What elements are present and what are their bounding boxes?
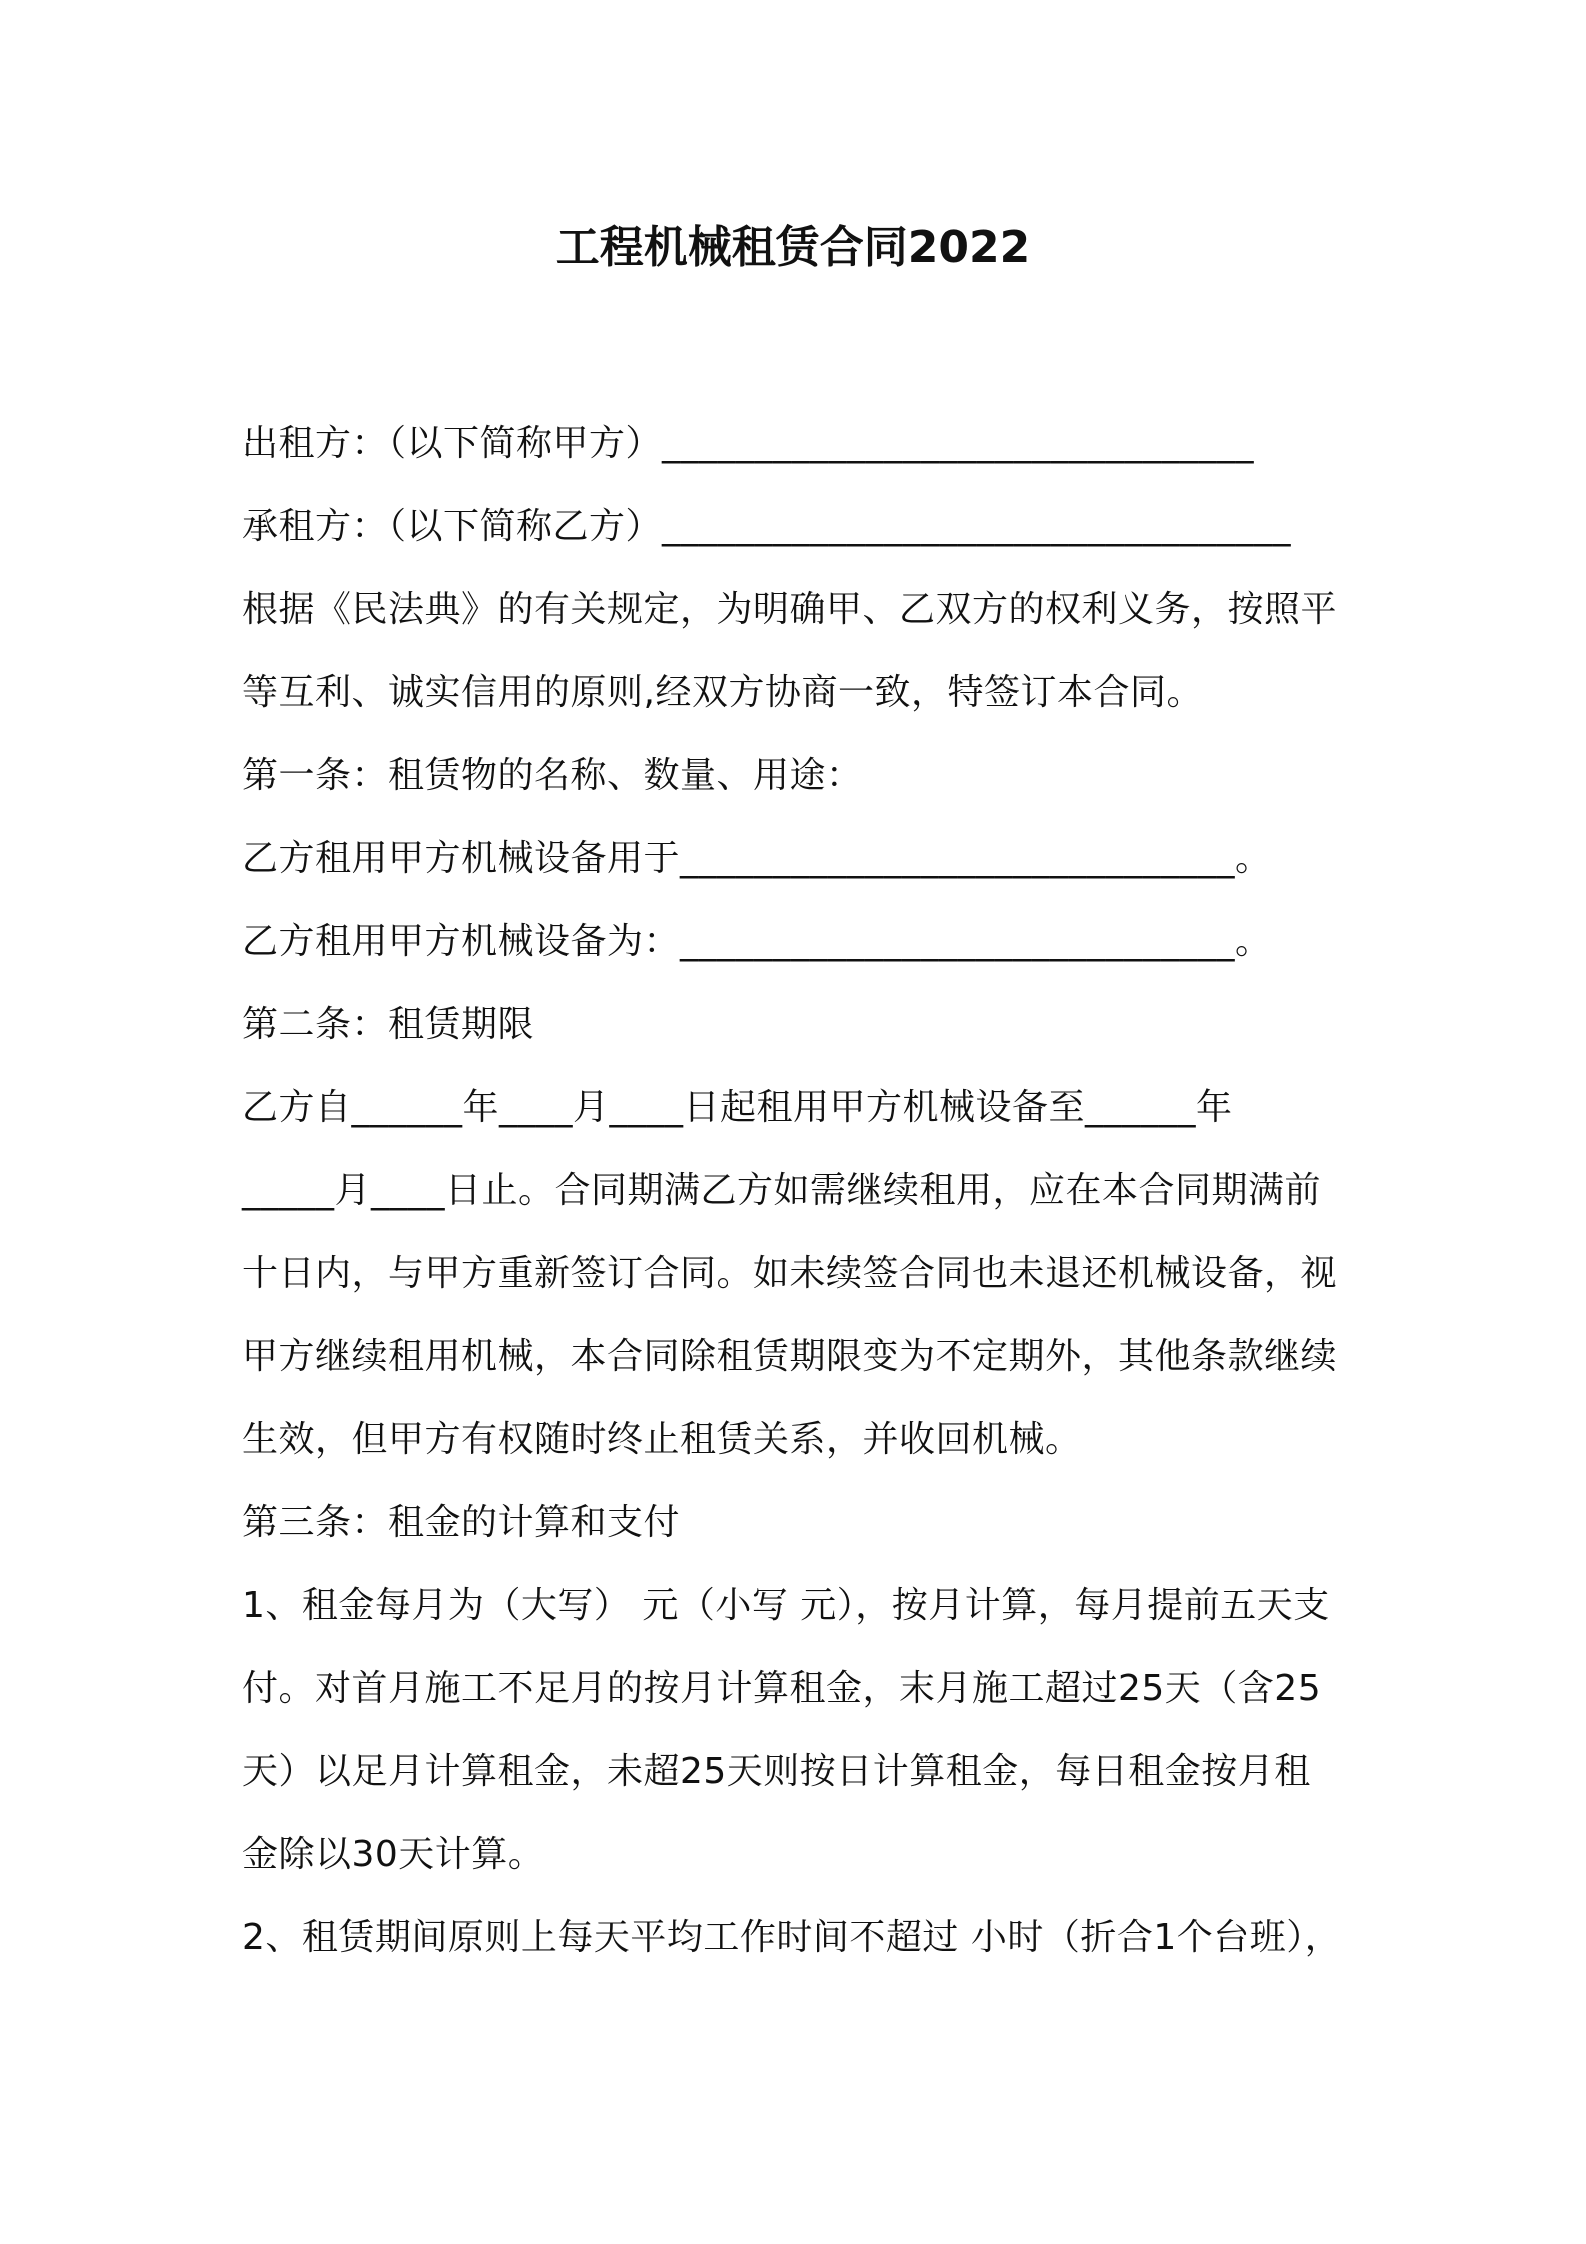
preamble-line-1: 根据《民法典》的有关规定，为明确甲、乙双方的权利义务，按照平 xyxy=(242,589,1338,630)
article-2-line-2: _____月____日止。合同期满乙方如需继续租用，应在本合同期满前 xyxy=(242,1170,1322,1211)
article-3-item-2-line-1: 2、租赁期间原则上每天平均工作时间不超过 小时（折合1个台班）， xyxy=(242,1917,1342,1958)
article-3-item-1-line-1: 1、租金每月为（大写） 元（小写 元），按月计算，每月提前五天支 xyxy=(242,1585,1330,1626)
lessee-line: 承租方：（以下简称乙方）__________________________________ xyxy=(242,506,1292,547)
article-3-heading: 第三条：租金的计算和支付 xyxy=(242,1502,681,1543)
article-2-line-4: 甲方继续租用机械，本合同除租赁期限变为不定期外，其他条款继续 xyxy=(242,1336,1338,1377)
article-1-usage-line: 乙方租用甲方机械设备用于______________________________。 xyxy=(242,838,1272,879)
preamble-line-2: 等互利、诚实信用的原则,经双方协商一致，特签订本合同。 xyxy=(242,672,1203,713)
document-title: 工程机械租赁合同2022 xyxy=(555,222,1031,273)
article-1-heading: 第一条：租赁物的名称、数量、用途： xyxy=(242,755,863,796)
article-3-item-1-line-2: 付。对首月施工不足月的按月计算租金，末月施工超过25天（含25 xyxy=(242,1668,1322,1709)
article-3-item-1-line-4: 金除以30天计算。 xyxy=(242,1834,545,1875)
article-2-heading: 第二条：租赁期限 xyxy=(242,1004,535,1045)
article-2-line-3: 十日内，与甲方重新签订合同。如未续签合同也未退还机械设备，视 xyxy=(242,1253,1338,1294)
lessor-line: 出租方：（以下简称甲方）________________________________ xyxy=(242,423,1255,464)
article-1-equipment-line: 乙方租用甲方机械设备为：______________________________。 xyxy=(242,921,1272,962)
article-3-item-1-line-3: 天）以足月计算租金，未超25天则按日计算租金，每日租金按月租 xyxy=(242,1751,1311,1792)
article-2-line-5: 生效，但甲方有权随时终止租赁关系，并收回机械。 xyxy=(242,1419,1082,1460)
article-2-line-1: 乙方自______年____月____日起租用甲方机械设备至______年 xyxy=(242,1087,1233,1128)
